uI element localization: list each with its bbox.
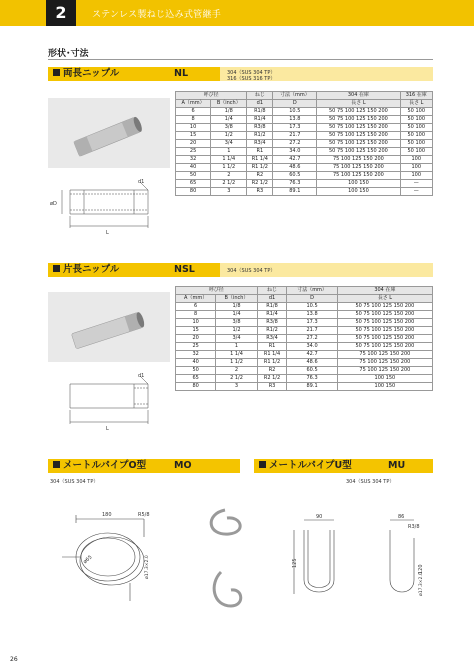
mo-title-bar bbox=[48, 459, 240, 473]
table-cell: 50 100 bbox=[400, 116, 432, 124]
mo-photo bbox=[195, 502, 260, 627]
mo-dimension-drawing bbox=[60, 505, 155, 605]
table-cell: R1 1/4 bbox=[247, 156, 273, 164]
table-cell: 3/4 bbox=[211, 140, 247, 148]
nl-spec-table bbox=[175, 91, 433, 196]
table-cell: 40 bbox=[176, 164, 211, 172]
table-cell: 6 bbox=[176, 108, 211, 116]
table-header: ねじ bbox=[247, 92, 273, 100]
table-cell: 20 bbox=[176, 335, 216, 343]
table-row bbox=[176, 172, 433, 180]
table-row bbox=[176, 156, 433, 164]
square-bullet-icon bbox=[53, 461, 60, 468]
table-cell: 1 1/2 bbox=[211, 164, 247, 172]
table-cell: 17.3 bbox=[273, 124, 317, 132]
table-row bbox=[176, 164, 433, 172]
table-cell: 1 bbox=[216, 343, 257, 351]
table-cell: R1/4 bbox=[247, 116, 273, 124]
table-cell: R1 1/2 bbox=[257, 359, 287, 367]
table-cell: 75 100 125 150 200 bbox=[337, 367, 432, 375]
section-title: 形状･寸法 bbox=[48, 49, 89, 59]
table-cell: 2 1/2 bbox=[211, 180, 247, 188]
table-cell: 100 bbox=[400, 164, 432, 172]
table-cell: 13.8 bbox=[287, 311, 337, 319]
table-header: 304 在庫 bbox=[337, 287, 432, 295]
mu-material: 304（SUS 304 TP） bbox=[346, 479, 395, 485]
table-cell: R1 bbox=[247, 148, 273, 156]
table-header: 304 在庫 bbox=[317, 92, 400, 100]
table-subheader: 長さ L bbox=[400, 100, 432, 108]
table-cell: 50 100 bbox=[400, 140, 432, 148]
table-row bbox=[176, 335, 433, 343]
table-cell: 1/4 bbox=[211, 116, 247, 124]
table-cell: 10.5 bbox=[273, 108, 317, 116]
table-cell: 40 bbox=[176, 359, 216, 367]
table-header: ねじ bbox=[257, 287, 287, 295]
table-cell: 65 bbox=[176, 375, 216, 383]
table-cell: R2 bbox=[257, 367, 287, 375]
table-cell: 75 100 125 150 200 bbox=[317, 156, 400, 164]
table-cell: R2 bbox=[247, 172, 273, 180]
table-header: 呼び径 bbox=[176, 92, 247, 100]
table-cell: 3/8 bbox=[216, 319, 257, 327]
table-cell: 76.3 bbox=[287, 375, 337, 383]
table-cell: 48.6 bbox=[273, 164, 317, 172]
table-cell: 3/4 bbox=[216, 335, 257, 343]
table-cell: R3/4 bbox=[257, 335, 287, 343]
nl-dimension-drawing bbox=[48, 178, 170, 236]
table-row bbox=[176, 367, 433, 375]
table-cell: 50 bbox=[176, 172, 211, 180]
table-header: 呼び径 bbox=[176, 287, 258, 295]
nl-title-bar bbox=[48, 67, 220, 81]
table-cell: — bbox=[400, 188, 432, 196]
table-cell: 50 75 100 125 150 200 bbox=[317, 148, 400, 156]
table-cell: 50 100 bbox=[400, 108, 432, 116]
table-cell: 50 75 100 125 150 200 bbox=[337, 319, 432, 327]
mo-dim-180: 180 bbox=[102, 512, 112, 518]
table-row bbox=[176, 359, 433, 367]
mo-label: メートルパイプO型 bbox=[63, 460, 147, 471]
table-cell: 3 bbox=[211, 188, 247, 196]
table-cell: 50 bbox=[176, 367, 216, 375]
table-cell: 50 75 100 125 150 200 bbox=[337, 335, 432, 343]
table-cell: 100 150 bbox=[337, 383, 432, 391]
table-cell: 3/8 bbox=[211, 124, 247, 132]
table-header: 316 在庫 bbox=[400, 92, 432, 100]
table-row bbox=[176, 148, 433, 156]
table-cell: 100 bbox=[400, 172, 432, 180]
table-row bbox=[176, 303, 433, 311]
table-cell: 6 bbox=[176, 303, 216, 311]
table-cell: 60.5 bbox=[273, 172, 317, 180]
nsl-dim-d1: d1 bbox=[138, 373, 145, 379]
mu-label: メートルパイプU型 bbox=[269, 460, 352, 471]
table-cell: 50 75 100 125 150 200 bbox=[337, 327, 432, 335]
table-cell: 50 75 100 125 150 200 bbox=[337, 303, 432, 311]
nsl-code: NSL bbox=[174, 264, 195, 275]
table-cell: 1 bbox=[211, 148, 247, 156]
table-cell: 13.8 bbox=[273, 116, 317, 124]
table-row bbox=[176, 188, 433, 196]
nl-dim-d: øD bbox=[50, 201, 57, 207]
table-cell: 1/2 bbox=[216, 327, 257, 335]
mo-material: 304（SUS 304 TP） bbox=[50, 479, 99, 485]
section-divider bbox=[48, 59, 433, 60]
table-cell: 65 bbox=[176, 180, 211, 188]
nsl-spec-table bbox=[175, 286, 433, 391]
table-cell: 2 bbox=[211, 172, 247, 180]
table-row bbox=[176, 132, 433, 140]
table-cell: 32 bbox=[176, 156, 211, 164]
table-cell: 1 1/4 bbox=[216, 351, 257, 359]
table-row bbox=[176, 108, 433, 116]
table-cell: 75 100 125 150 200 bbox=[317, 172, 400, 180]
mu-dimension-drawing bbox=[290, 510, 430, 610]
table-cell: 50 100 bbox=[400, 148, 432, 156]
mu-dim-tube: ø17.3×2.0 bbox=[419, 572, 424, 596]
table-cell: R3 bbox=[247, 188, 273, 196]
table-cell: R3/8 bbox=[247, 124, 273, 132]
table-cell: 15 bbox=[176, 132, 211, 140]
table-cell: R3/4 bbox=[247, 140, 273, 148]
table-cell: 50 75 100 125 150 200 bbox=[317, 124, 400, 132]
table-cell: 2 1/2 bbox=[216, 375, 257, 383]
table-cell: 34.0 bbox=[287, 343, 337, 351]
table-cell: 17.3 bbox=[287, 319, 337, 327]
page-number: 26 bbox=[10, 656, 18, 663]
square-bullet-icon bbox=[53, 265, 60, 272]
chapter-number: 2 bbox=[46, 0, 76, 26]
table-subheader: 長さ L bbox=[317, 100, 400, 108]
mo-dim-phi: ø65 bbox=[82, 554, 94, 566]
table-cell: 8 bbox=[176, 311, 216, 319]
mu-dim-120: 120 bbox=[418, 564, 424, 574]
nsl-dimension-drawing bbox=[48, 372, 170, 432]
square-bullet-icon bbox=[259, 461, 266, 468]
table-cell: 25 bbox=[176, 343, 216, 351]
table-cell: 75 100 125 150 200 bbox=[337, 359, 432, 367]
table-cell: 10 bbox=[176, 319, 216, 327]
table-row bbox=[176, 116, 433, 124]
table-subheader: d1 bbox=[257, 295, 287, 303]
table-cell: 3 bbox=[216, 383, 257, 391]
table-cell: 100 150 bbox=[337, 375, 432, 383]
table-cell: 100 150 bbox=[317, 188, 400, 196]
chapter-header bbox=[0, 0, 474, 26]
table-cell: R1/4 bbox=[257, 311, 287, 319]
mo-dim-tube: ø17.3×2.0 bbox=[145, 555, 150, 579]
table-header: 寸法（mm） bbox=[273, 92, 317, 100]
mu-dim-86: 86 bbox=[398, 514, 405, 520]
table-cell: R3/8 bbox=[257, 319, 287, 327]
table-row bbox=[176, 327, 433, 335]
table-subheader: D bbox=[287, 295, 337, 303]
table-cell: 89.1 bbox=[287, 383, 337, 391]
table-cell: R1 1/2 bbox=[247, 164, 273, 172]
nsl-photo bbox=[48, 292, 170, 362]
nl-photo bbox=[48, 98, 170, 168]
table-cell: 50 100 bbox=[400, 132, 432, 140]
nl-dim-d1: d1 bbox=[138, 179, 145, 185]
table-subheader: B（inch） bbox=[216, 295, 257, 303]
table-cell: 20 bbox=[176, 140, 211, 148]
table-cell: 27.2 bbox=[287, 335, 337, 343]
table-header: 寸法（mm） bbox=[287, 287, 337, 295]
table-cell: 100 150 bbox=[317, 180, 400, 188]
nl-code: NL bbox=[174, 68, 189, 79]
table-cell: 1/8 bbox=[211, 108, 247, 116]
table-cell: R2 1/2 bbox=[257, 375, 287, 383]
table-row bbox=[176, 351, 433, 359]
table-row bbox=[176, 375, 433, 383]
nsl-material: 304（SUS 304 TP） bbox=[227, 268, 276, 274]
table-cell: 42.7 bbox=[273, 156, 317, 164]
table-cell: 50 75 100 125 150 200 bbox=[317, 116, 400, 124]
table-cell: 1/8 bbox=[216, 303, 257, 311]
table-cell: R2 1/2 bbox=[247, 180, 273, 188]
nsl-title-bar bbox=[48, 263, 220, 277]
table-row bbox=[176, 311, 433, 319]
mu-title-bar bbox=[254, 459, 433, 473]
table-cell: 50 75 100 125 150 200 bbox=[317, 140, 400, 148]
table-cell: 1/4 bbox=[216, 311, 257, 319]
mo-code: MO bbox=[174, 460, 192, 471]
table-cell: 15 bbox=[176, 327, 216, 335]
table-cell: 89.1 bbox=[273, 188, 317, 196]
table-row bbox=[176, 124, 433, 132]
table-cell: 50 75 100 125 150 200 bbox=[317, 132, 400, 140]
table-cell: 34.0 bbox=[273, 148, 317, 156]
table-cell: — bbox=[400, 180, 432, 188]
table-cell: 27.2 bbox=[273, 140, 317, 148]
table-cell: R1/2 bbox=[247, 132, 273, 140]
table-cell: 48.6 bbox=[287, 359, 337, 367]
nl-label: 両長ニップル bbox=[63, 68, 120, 79]
table-cell: 10 bbox=[176, 124, 211, 132]
table-cell: 80 bbox=[176, 188, 211, 196]
table-cell: 2 bbox=[216, 367, 257, 375]
table-row bbox=[176, 140, 433, 148]
table-cell: 75 100 125 150 200 bbox=[317, 164, 400, 172]
table-cell: 8 bbox=[176, 116, 211, 124]
mu-code: MU bbox=[388, 460, 406, 471]
table-row bbox=[176, 319, 433, 327]
table-cell: 60.5 bbox=[287, 367, 337, 375]
table-subheader: A（mm） bbox=[176, 100, 211, 108]
mu-dim-125: 125 bbox=[292, 558, 298, 568]
table-cell: 1/2 bbox=[211, 132, 247, 140]
nsl-label: 片長ニップル bbox=[63, 264, 120, 275]
mo-dim-rs: R5/8 bbox=[138, 512, 150, 518]
nl-dim-l: L bbox=[106, 230, 109, 236]
table-cell: 50 100 bbox=[400, 124, 432, 132]
table-subheader: d1 bbox=[247, 100, 273, 108]
table-cell: 50 75 100 125 150 200 bbox=[337, 311, 432, 319]
table-cell: R1/8 bbox=[247, 108, 273, 116]
table-cell: R1/2 bbox=[257, 327, 287, 335]
table-subheader: D bbox=[273, 100, 317, 108]
nsl-dim-l: L bbox=[106, 426, 109, 432]
nl-material: 304（SUS 304 TP） 316（SUS 316 TP） bbox=[227, 70, 276, 82]
table-cell: 1 1/4 bbox=[211, 156, 247, 164]
mu-dim-90: 90 bbox=[316, 514, 323, 520]
table-cell: 10.5 bbox=[287, 303, 337, 311]
table-row bbox=[176, 383, 433, 391]
table-subheader: 長さ L bbox=[337, 295, 432, 303]
table-cell: 50 75 100 125 150 200 bbox=[337, 343, 432, 351]
chapter-title: ステンレス製ねじ込み式管継手 bbox=[92, 10, 222, 20]
table-cell: 100 bbox=[400, 156, 432, 164]
table-cell: R3 bbox=[257, 383, 287, 391]
table-cell: 32 bbox=[176, 351, 216, 359]
table-cell: 42.7 bbox=[287, 351, 337, 359]
table-cell: 80 bbox=[176, 383, 216, 391]
table-row bbox=[176, 343, 433, 351]
table-cell: 25 bbox=[176, 148, 211, 156]
table-cell: 50 75 100 125 150 200 bbox=[317, 108, 400, 116]
table-cell: R1 bbox=[257, 343, 287, 351]
table-cell: R1/8 bbox=[257, 303, 287, 311]
table-cell: 75 100 125 150 200 bbox=[337, 351, 432, 359]
table-cell: 1 1/2 bbox=[216, 359, 257, 367]
mu-dim-rs: R3/8 bbox=[408, 524, 420, 530]
table-row bbox=[176, 180, 433, 188]
table-cell: 21.7 bbox=[287, 327, 337, 335]
table-subheader: B（inch） bbox=[211, 100, 247, 108]
square-bullet-icon bbox=[53, 69, 60, 76]
table-cell: 21.7 bbox=[273, 132, 317, 140]
table-subheader: A（mm） bbox=[176, 295, 216, 303]
table-cell: R1 1/4 bbox=[257, 351, 287, 359]
table-cell: 76.3 bbox=[273, 180, 317, 188]
